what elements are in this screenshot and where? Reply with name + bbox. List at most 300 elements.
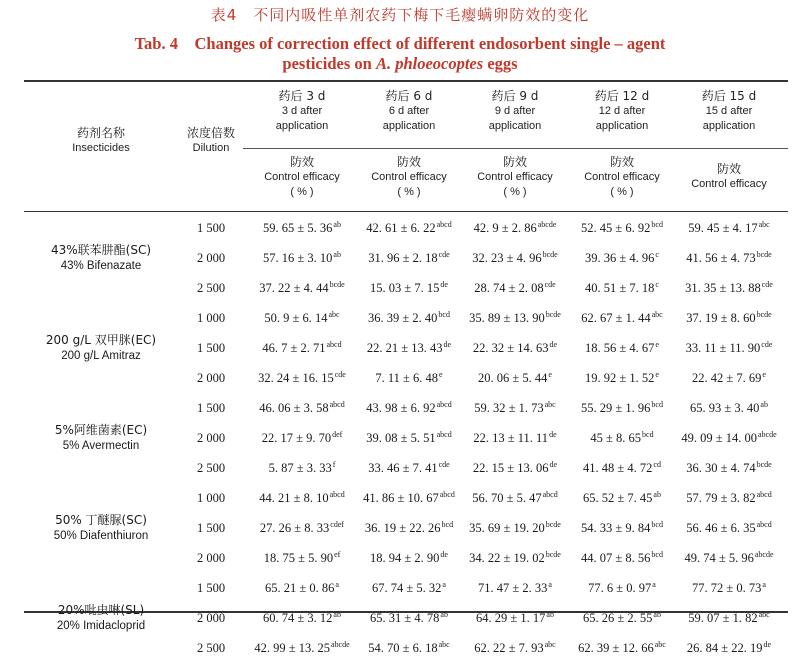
significance-letters: e bbox=[762, 370, 766, 379]
header-time-zh: 药后 3 d bbox=[278, 89, 326, 103]
efficacy-value: 62. 67 ± 1. 44 bbox=[581, 311, 651, 325]
significance-letters: abc bbox=[654, 640, 666, 649]
dilution-cell: 2 000 bbox=[196, 431, 226, 445]
agent-group-5 bbox=[24, 602, 178, 634]
header-time-zh: 药后 6 d bbox=[385, 89, 433, 103]
efficacy-value: 52. 45 ± 6. 92 bbox=[581, 221, 651, 235]
header-time-en2: application bbox=[382, 120, 436, 132]
efficacy-cell bbox=[461, 243, 569, 273]
caption-english-line2 bbox=[0, 54, 800, 74]
dilution-cell: 1 000 bbox=[196, 311, 226, 325]
dilution-cell: 2 000 bbox=[196, 611, 226, 625]
header-efficacy-3 bbox=[461, 155, 569, 200]
agent-group-3 bbox=[24, 422, 178, 454]
efficacy-value: 40. 51 ± 7. 18 bbox=[585, 281, 655, 295]
significance-letters: abcde bbox=[537, 220, 557, 229]
agent-group-4 bbox=[24, 512, 178, 544]
efficacy-cell bbox=[461, 573, 569, 603]
efficacy-value: 45 ± 8. 65 bbox=[590, 431, 642, 445]
efficacy-cell bbox=[675, 603, 783, 633]
efficacy-value: 71. 47 ± 2. 33 bbox=[478, 581, 548, 595]
significance-letters: abc bbox=[544, 400, 556, 409]
efficacy-cell bbox=[248, 513, 356, 543]
efficacy-value: 46. 7 ± 2. 71 bbox=[262, 341, 326, 355]
efficacy-value: 65. 26 ± 2. 55 bbox=[583, 611, 653, 625]
significance-letters: abcd bbox=[329, 490, 345, 499]
agent-name-zh: 20%吡虫啉(SL) bbox=[57, 603, 145, 617]
efficacy-value: 59. 32 ± 1. 73 bbox=[474, 401, 544, 415]
efficacy-cell bbox=[248, 633, 356, 663]
efficacy-cell bbox=[355, 633, 463, 663]
header-efficacy-zh: 防效 bbox=[396, 155, 421, 169]
header-dilution bbox=[178, 126, 244, 156]
significance-letters: abc bbox=[758, 610, 770, 619]
efficacy-cell bbox=[355, 333, 463, 363]
dilution-cell: 2 500 bbox=[196, 281, 226, 295]
efficacy-value: 32. 24 ± 16. 15 bbox=[258, 371, 334, 385]
efficacy-value: 22. 13 ± 11. 11 bbox=[473, 431, 549, 445]
agent-name-zh: 50% 丁醚脲(SC) bbox=[55, 513, 147, 527]
efficacy-value: 56. 46 ± 6. 35 bbox=[686, 521, 756, 535]
efficacy-cell bbox=[568, 213, 676, 243]
efficacy-value: 46. 06 ± 3. 58 bbox=[259, 401, 329, 415]
header-efficacy-zh: 防效 bbox=[609, 155, 634, 169]
efficacy-cell bbox=[568, 423, 676, 453]
significance-letters: e bbox=[655, 340, 659, 349]
efficacy-cell bbox=[461, 603, 569, 633]
header-efficacy-unit: ( % ) bbox=[397, 186, 421, 198]
significance-letters: bcd bbox=[651, 220, 663, 229]
significance-letters: abc bbox=[651, 310, 663, 319]
significance-letters: de bbox=[549, 430, 557, 439]
caption-english-line1: Tab. 4 Changes of correction effect of different endosorbent single – agent bbox=[134, 34, 666, 53]
efficacy-value: 22. 15 ± 13. 06 bbox=[472, 461, 549, 475]
efficacy-value: 18. 75 ± 5. 90 bbox=[263, 551, 334, 565]
significance-letters: bcd bbox=[651, 520, 663, 529]
significance-letters: ab bbox=[653, 490, 661, 499]
significance-letters: abcd bbox=[436, 220, 452, 229]
efficacy-cell bbox=[675, 453, 783, 483]
efficacy-cell bbox=[248, 423, 356, 453]
significance-letters: de bbox=[549, 460, 558, 469]
header-bottom-rule bbox=[24, 211, 788, 212]
efficacy-value: 39. 36 ± 4. 96 bbox=[585, 251, 655, 265]
header-time-2 bbox=[355, 89, 463, 134]
header-efficacy-2 bbox=[355, 155, 463, 200]
agent-group-1 bbox=[24, 242, 178, 274]
efficacy-cell bbox=[675, 363, 783, 393]
efficacy-cell bbox=[568, 393, 676, 423]
efficacy-cell bbox=[355, 573, 463, 603]
efficacy-cell bbox=[675, 633, 783, 663]
significance-letters: abcde bbox=[757, 430, 777, 439]
significance-letters: ab bbox=[546, 610, 554, 619]
significance-letters: ab bbox=[760, 400, 768, 409]
header-time-zh: 药后 9 d bbox=[491, 89, 539, 103]
dilution-cell: 2 000 bbox=[196, 251, 226, 265]
efficacy-cell bbox=[461, 303, 569, 333]
efficacy-cell bbox=[568, 303, 676, 333]
header-efficacy-unit: ( % ) bbox=[503, 186, 527, 198]
significance-letters: abc bbox=[758, 220, 770, 229]
header-agent bbox=[36, 126, 166, 156]
efficacy-cell bbox=[675, 573, 783, 603]
efficacy-value: 59. 07 ± 1. 82 bbox=[688, 611, 758, 625]
efficacy-cell bbox=[248, 543, 356, 573]
significance-letters: abc bbox=[328, 310, 340, 319]
efficacy-value: 62. 39 ± 12. 66 bbox=[578, 641, 654, 655]
significance-letters: cde bbox=[761, 340, 773, 349]
significance-letters: a bbox=[762, 580, 766, 589]
efficacy-value: 49. 74 ± 5. 96 bbox=[684, 551, 754, 565]
significance-letters: abcd bbox=[436, 430, 452, 439]
header-efficacy-1 bbox=[248, 155, 356, 200]
significance-letters: a bbox=[652, 580, 656, 589]
dilution-cell: 2 500 bbox=[196, 641, 226, 655]
efficacy-value: 35. 89 ± 13. 90 bbox=[469, 311, 545, 325]
header-time-zh: 药后 15 d bbox=[701, 89, 757, 103]
significance-letters: bcde bbox=[542, 250, 558, 259]
header-time-en1: 3 d after bbox=[281, 105, 323, 117]
efficacy-value: 67. 74 ± 5. 32 bbox=[372, 581, 442, 595]
significance-letters: bcd bbox=[438, 310, 450, 319]
efficacy-value: 31. 96 ± 2. 18 bbox=[368, 251, 438, 265]
agent-group-2 bbox=[24, 332, 178, 364]
efficacy-value: 49. 09 ± 14. 00 bbox=[681, 431, 757, 445]
efficacy-cell bbox=[248, 573, 356, 603]
efficacy-value: 20. 06 ± 5. 44 bbox=[478, 371, 548, 385]
header-efficacy-zh: 防效 bbox=[502, 155, 527, 169]
header-time-en1: 6 d after bbox=[388, 105, 430, 117]
caption-en2-species: A. phloeocoptes bbox=[375, 54, 484, 73]
efficacy-value: 57. 79 ± 3. 82 bbox=[686, 491, 756, 505]
efficacy-cell bbox=[461, 483, 569, 513]
efficacy-cell bbox=[675, 483, 783, 513]
efficacy-value: 22. 17 ± 9. 70 bbox=[261, 431, 332, 445]
significance-letters: bcd bbox=[441, 520, 454, 529]
efficacy-value: 18. 56 ± 4. 67 bbox=[585, 341, 655, 355]
efficacy-cell bbox=[675, 393, 783, 423]
significance-letters: bcde bbox=[756, 250, 772, 259]
significance-letters: f bbox=[332, 460, 336, 469]
efficacy-value: 57. 16 ± 3. 10 bbox=[263, 251, 333, 265]
efficacy-value: 31. 35 ± 13. 88 bbox=[685, 281, 761, 295]
efficacy-cell bbox=[355, 483, 463, 513]
efficacy-cell bbox=[355, 273, 463, 303]
efficacy-cell bbox=[248, 393, 356, 423]
agent-name-en: 50% Diafenthiuron bbox=[53, 530, 149, 542]
efficacy-value: 18. 94 ± 2. 90 bbox=[370, 551, 440, 565]
significance-letters: ab bbox=[333, 220, 341, 229]
efficacy-value: 35. 69 ± 19. 20 bbox=[469, 521, 545, 535]
efficacy-value: 41. 86 ± 10. 67 bbox=[363, 491, 439, 505]
efficacy-value: 64. 29 ± 1. 17 bbox=[476, 611, 546, 625]
efficacy-cell bbox=[461, 543, 569, 573]
efficacy-value: 22. 32 ± 14. 63 bbox=[472, 341, 549, 355]
header-time-en1: 15 d after bbox=[705, 105, 753, 117]
efficacy-cell bbox=[248, 483, 356, 513]
significance-letters: cde bbox=[334, 370, 346, 379]
dilution-cell: 2 500 bbox=[196, 461, 226, 475]
efficacy-cell bbox=[248, 333, 356, 363]
significance-letters: bcd bbox=[642, 430, 654, 439]
significance-letters: de bbox=[763, 640, 772, 649]
significance-letters: ab bbox=[440, 610, 448, 619]
dilution-cell: 1 500 bbox=[196, 341, 226, 355]
efficacy-cell bbox=[675, 243, 783, 273]
efficacy-cell bbox=[248, 303, 356, 333]
header-time-en1: 12 d after bbox=[598, 105, 646, 117]
header-time-en2: application bbox=[595, 120, 649, 132]
header-dilution-en: Dilution bbox=[192, 142, 230, 154]
header-efficacy-zh: 防效 bbox=[716, 162, 741, 176]
header-agent-zh: 药剂名称 bbox=[76, 126, 125, 140]
efficacy-cell bbox=[568, 483, 676, 513]
efficacy-cell bbox=[675, 273, 783, 303]
significance-letters: a bbox=[548, 580, 552, 589]
dilution-cell: 1 500 bbox=[196, 521, 226, 535]
efficacy-cell bbox=[461, 393, 569, 423]
agent-name-en: 5% Avermectin bbox=[62, 440, 140, 452]
efficacy-value: 65. 31 ± 4. 78 bbox=[370, 611, 440, 625]
efficacy-value: 39. 08 ± 5. 51 bbox=[366, 431, 436, 445]
efficacy-cell bbox=[568, 633, 676, 663]
significance-letters: def bbox=[332, 430, 343, 439]
efficacy-cell bbox=[461, 453, 569, 483]
efficacy-cell bbox=[248, 243, 356, 273]
efficacy-value: 54. 70 ± 6. 18 bbox=[368, 641, 438, 655]
header-time-3 bbox=[461, 89, 569, 134]
significance-letters: e bbox=[655, 370, 659, 379]
agent-name-zh: 43%联苯肼酯(SC) bbox=[50, 243, 152, 257]
header-agent-en: Insecticides bbox=[72, 142, 130, 154]
significance-letters: abc bbox=[438, 640, 450, 649]
efficacy-value: 55. 29 ± 1. 96 bbox=[581, 401, 651, 415]
efficacy-cell bbox=[568, 243, 676, 273]
efficacy-value: 77. 72 ± 0. 73 bbox=[692, 581, 762, 595]
efficacy-cell bbox=[248, 273, 356, 303]
significance-letters: a bbox=[442, 580, 446, 589]
efficacy-cell bbox=[568, 453, 676, 483]
efficacy-value: 44. 21 ± 8. 10 bbox=[259, 491, 329, 505]
dilution-cell: 1 500 bbox=[196, 401, 226, 415]
efficacy-cell bbox=[355, 603, 463, 633]
significance-letters: de bbox=[440, 280, 448, 289]
caption-chinese: 表4 不同内吸性单剂农药下梅下毛瘿螨卵防效的变化 bbox=[210, 6, 590, 24]
dilution-cell: 1 500 bbox=[196, 581, 226, 595]
efficacy-value: 43. 98 ± 6. 92 bbox=[366, 401, 436, 415]
significance-letters: ab bbox=[333, 250, 341, 259]
efficacy-value: 77. 6 ± 0. 97 bbox=[588, 581, 652, 595]
header-sub-rule bbox=[243, 148, 788, 149]
efficacy-cell bbox=[568, 543, 676, 573]
efficacy-value: 65. 52 ± 7. 45 bbox=[583, 491, 653, 505]
efficacy-value: 26. 84 ± 22. 19 bbox=[686, 641, 763, 655]
significance-letters: bcde bbox=[756, 460, 772, 469]
significance-letters: abcd bbox=[756, 490, 772, 499]
significance-letters: cde bbox=[438, 250, 450, 259]
efficacy-value: 54. 33 ± 9. 84 bbox=[581, 521, 651, 535]
significance-letters: abcde bbox=[754, 550, 774, 559]
efficacy-value: 42. 99 ± 13. 25 bbox=[254, 641, 330, 655]
efficacy-value: 59. 45 ± 4. 17 bbox=[688, 221, 758, 235]
agent-name-en: 200 g/L Amitraz bbox=[61, 350, 141, 362]
significance-letters: abc bbox=[544, 640, 556, 649]
efficacy-cell bbox=[355, 543, 463, 573]
efficacy-value: 65. 21 ± 0. 86 bbox=[265, 581, 335, 595]
efficacy-value: 5. 87 ± 3. 33 bbox=[268, 461, 332, 475]
efficacy-value: 60. 74 ± 3. 12 bbox=[263, 611, 333, 625]
efficacy-value: 42. 9 ± 2. 86 bbox=[473, 221, 537, 235]
efficacy-cell bbox=[355, 453, 463, 483]
significance-letters: abcd bbox=[756, 520, 772, 529]
efficacy-value: 65. 93 ± 3. 40 bbox=[690, 401, 760, 415]
significance-letters: abcd bbox=[436, 400, 452, 409]
header-time-en2: application bbox=[275, 120, 329, 132]
efficacy-value: 62. 22 ± 7. 93 bbox=[474, 641, 544, 655]
efficacy-value: 41. 48 ± 4. 72 bbox=[583, 461, 653, 475]
efficacy-value: 50. 9 ± 6. 14 bbox=[264, 311, 328, 325]
dilution-cell: 1 500 bbox=[196, 221, 226, 235]
header-time-en2: application bbox=[488, 120, 542, 132]
efficacy-cell bbox=[248, 453, 356, 483]
significance-letters: e bbox=[548, 370, 552, 379]
significance-letters: cd bbox=[653, 460, 661, 469]
efficacy-cell bbox=[568, 333, 676, 363]
significance-letters: de bbox=[549, 340, 558, 349]
significance-letters: c bbox=[655, 250, 659, 259]
efficacy-value: 41. 56 ± 4. 73 bbox=[686, 251, 756, 265]
efficacy-cell bbox=[461, 213, 569, 243]
significance-letters: c bbox=[655, 280, 659, 289]
header-efficacy-en: Control efficacy bbox=[477, 171, 553, 183]
efficacy-value: 19. 92 ± 1. 52 bbox=[585, 371, 655, 385]
header-time-4 bbox=[568, 89, 676, 134]
significance-letters: de bbox=[440, 550, 448, 559]
significance-letters: cdef bbox=[330, 520, 345, 529]
agent-name-en: 20% Imidacloprid bbox=[56, 620, 146, 632]
efficacy-cell bbox=[355, 303, 463, 333]
significance-letters: ef bbox=[334, 550, 341, 559]
significance-letters: bcde bbox=[329, 280, 345, 289]
efficacy-value: 42. 61 ± 6. 22 bbox=[366, 221, 436, 235]
efficacy-value: 22. 21 ± 13. 43 bbox=[366, 341, 443, 355]
efficacy-cell bbox=[568, 573, 676, 603]
efficacy-value: 37. 22 ± 4. 44 bbox=[259, 281, 329, 295]
efficacy-cell bbox=[355, 213, 463, 243]
significance-letters: abcde bbox=[330, 640, 350, 649]
efficacy-cell bbox=[675, 543, 783, 573]
efficacy-cell bbox=[675, 513, 783, 543]
efficacy-value: 34. 22 ± 19. 02 bbox=[469, 551, 545, 565]
efficacy-cell bbox=[461, 333, 569, 363]
header-efficacy-4 bbox=[568, 155, 676, 200]
dilution-cell: 1 000 bbox=[196, 491, 226, 505]
header-efficacy-en: Control efficacy bbox=[691, 178, 767, 190]
efficacy-cell bbox=[461, 273, 569, 303]
header-time-5 bbox=[675, 89, 783, 134]
significance-letters: bcde bbox=[756, 310, 772, 319]
significance-letters: bcde bbox=[545, 310, 561, 319]
efficacy-cell bbox=[675, 333, 783, 363]
efficacy-value: 37. 19 ± 8. 60 bbox=[686, 311, 756, 325]
efficacy-cell bbox=[355, 393, 463, 423]
header-efficacy-unit: ( % ) bbox=[610, 186, 634, 198]
efficacy-cell bbox=[675, 423, 783, 453]
significance-letters: bcd bbox=[651, 400, 663, 409]
efficacy-value: 7. 11 ± 6. 48 bbox=[375, 371, 439, 385]
significance-letters: cde bbox=[544, 280, 556, 289]
efficacy-value: 15. 03 ± 7. 15 bbox=[370, 281, 440, 295]
efficacy-cell bbox=[355, 513, 463, 543]
efficacy-value: 36. 30 ± 4. 74 bbox=[686, 461, 756, 475]
significance-letters: abcd bbox=[326, 340, 342, 349]
efficacy-cell bbox=[248, 213, 356, 243]
efficacy-cell bbox=[461, 363, 569, 393]
dilution-cell: 2 000 bbox=[196, 371, 226, 385]
agent-name-zh: 200 g/L 双甲脒(EC) bbox=[45, 333, 157, 347]
efficacy-value: 44. 07 ± 8. 56 bbox=[581, 551, 651, 565]
significance-letters: abcd bbox=[329, 400, 345, 409]
efficacy-cell bbox=[355, 423, 463, 453]
efficacy-cell bbox=[568, 513, 676, 543]
efficacy-cell bbox=[461, 423, 569, 453]
header-time-1 bbox=[248, 89, 356, 134]
efficacy-cell bbox=[675, 213, 783, 243]
efficacy-cell bbox=[675, 303, 783, 333]
efficacy-cell bbox=[355, 243, 463, 273]
header-efficacy-unit: ( % ) bbox=[290, 186, 314, 198]
header-efficacy-en: Control efficacy bbox=[584, 171, 660, 183]
header-efficacy-en: Control efficacy bbox=[264, 171, 340, 183]
header-efficacy-zh: 防效 bbox=[289, 155, 314, 169]
efficacy-value: 27. 26 ± 8. 33 bbox=[259, 521, 330, 535]
significance-letters: cde bbox=[761, 280, 773, 289]
efficacy-value: 28. 74 ± 2. 08 bbox=[474, 281, 544, 295]
header-time-en2: application bbox=[702, 120, 756, 132]
efficacy-value: 56. 70 ± 5. 47 bbox=[472, 491, 542, 505]
efficacy-value: 59. 65 ± 5. 36 bbox=[263, 221, 333, 235]
significance-letters: ab bbox=[333, 610, 341, 619]
dilution-cell: 2 000 bbox=[196, 551, 226, 565]
efficacy-cell bbox=[568, 363, 676, 393]
significance-letters: bcde bbox=[545, 550, 561, 559]
efficacy-value: 32. 23 ± 4. 96 bbox=[472, 251, 542, 265]
efficacy-value: 33. 11 ± 11. 90 bbox=[685, 341, 761, 355]
efficacy-cell bbox=[461, 513, 569, 543]
significance-letters: e bbox=[439, 370, 443, 379]
efficacy-value: 36. 19 ± 22. 26 bbox=[364, 521, 441, 535]
table-top-rule bbox=[24, 80, 788, 82]
caption-en2-post: eggs bbox=[483, 54, 518, 73]
header-time-zh: 药后 12 d bbox=[594, 89, 650, 103]
efficacy-cell bbox=[568, 603, 676, 633]
efficacy-value: 36. 39 ± 2. 40 bbox=[368, 311, 438, 325]
significance-letters: ab bbox=[653, 610, 661, 619]
significance-letters: cde bbox=[438, 460, 450, 469]
efficacy-value: 22. 42 ± 7. 69 bbox=[692, 371, 762, 385]
significance-letters: abcd bbox=[542, 490, 558, 499]
efficacy-cell bbox=[355, 363, 463, 393]
efficacy-cell bbox=[568, 273, 676, 303]
efficacy-cell bbox=[461, 633, 569, 663]
header-dilution-zh: 浓度倍数 bbox=[186, 126, 235, 140]
significance-letters: abcd bbox=[439, 490, 455, 499]
significance-letters: bcde bbox=[545, 520, 561, 529]
significance-letters: bcd bbox=[651, 550, 663, 559]
header-efficacy-en: Control efficacy bbox=[371, 171, 447, 183]
header-time-en1: 9 d after bbox=[494, 105, 536, 117]
